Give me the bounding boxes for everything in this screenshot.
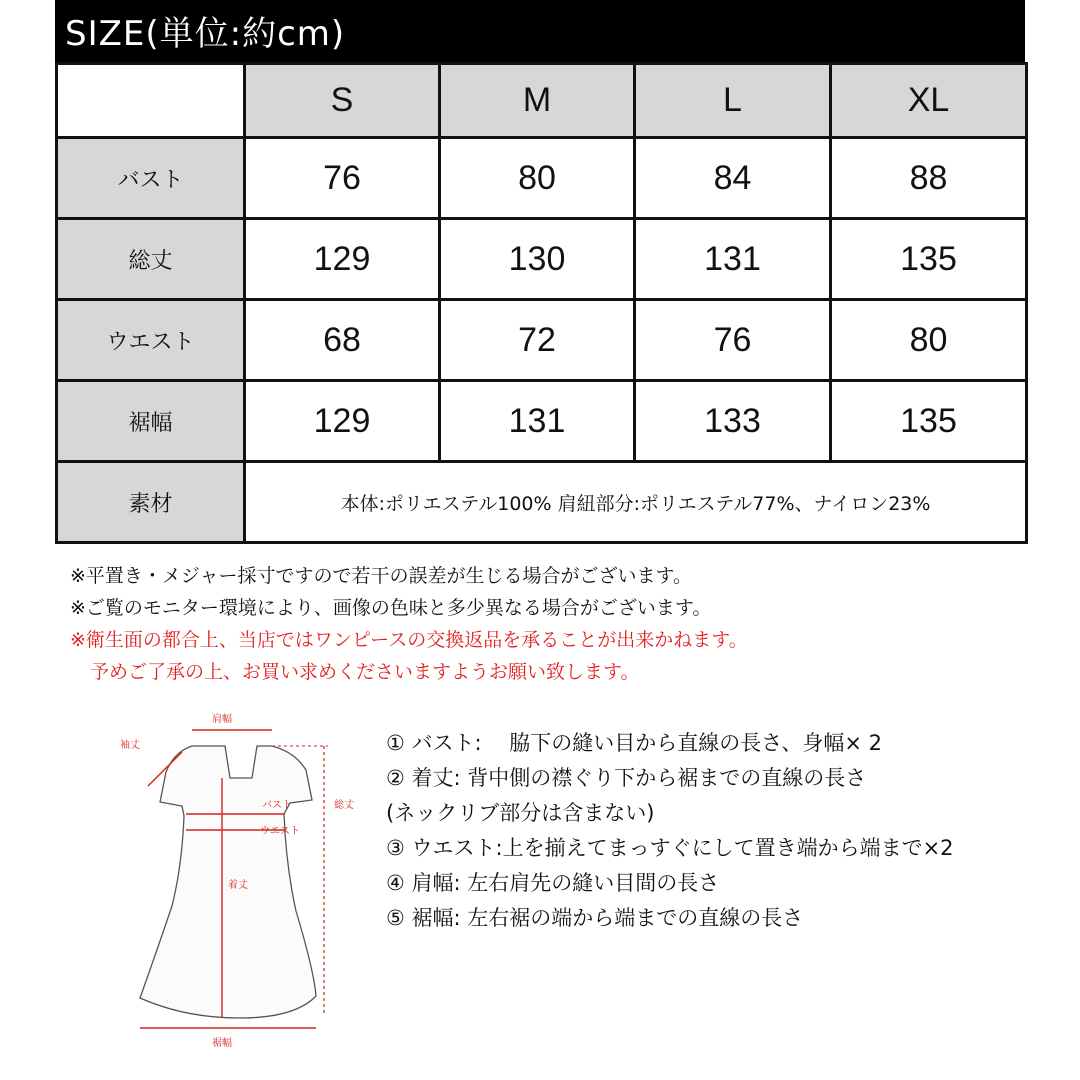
definition-bust: ① バスト: 脇下の縫い目から直線の長さ、身幅× 2 bbox=[386, 731, 883, 755]
sleeve-label: 袖丈 bbox=[120, 740, 140, 751]
table-row-waist bbox=[57, 300, 1027, 381]
row-label: バスト bbox=[57, 138, 245, 219]
size-header-xl: XL bbox=[831, 64, 1027, 138]
size-table bbox=[55, 62, 1028, 544]
table-cell: 76 bbox=[245, 138, 440, 219]
row-label: ウエスト bbox=[57, 300, 245, 381]
definition-length-note: (ネックリブ部分は含まない) bbox=[386, 801, 655, 825]
table-row-bust bbox=[57, 138, 1027, 219]
bust-label: バスト bbox=[262, 800, 292, 811]
table-row-total-length bbox=[57, 219, 1027, 300]
table-cell: 72 bbox=[440, 300, 635, 381]
table-cell: 88 bbox=[831, 138, 1027, 219]
table-cell: 130 bbox=[440, 219, 635, 300]
page-title: SIZE(単位:約cm) bbox=[65, 14, 346, 54]
row-label: 総丈 bbox=[57, 219, 245, 300]
waist-label: ウエスト bbox=[260, 826, 300, 837]
size-header-l: L bbox=[635, 64, 831, 138]
row-label: 裾幅 bbox=[57, 381, 245, 462]
hem-label: 裾幅 bbox=[212, 1038, 232, 1049]
note-monitor: ※ご覧のモニター環境により、画像の色味と多少異なる場合がございます。 bbox=[70, 597, 712, 619]
corner-cell bbox=[57, 64, 245, 138]
shoulder-label: 肩幅 bbox=[212, 714, 232, 725]
length-label: 着丈 bbox=[228, 880, 248, 891]
notes bbox=[70, 560, 1030, 688]
table-cell: 135 bbox=[831, 219, 1027, 300]
size-header-s: S bbox=[245, 64, 440, 138]
note-no-return: ※衛生面の都合上、当店ではワンピースの交換返品を承ることが出来かねます。 bbox=[70, 629, 748, 651]
row-label: 素材 bbox=[57, 462, 245, 543]
dress-diagram bbox=[100, 706, 380, 1056]
table-cell: 84 bbox=[635, 138, 831, 219]
size-header-row bbox=[57, 64, 1027, 138]
note-acknowledge: 予めご了承の上、お買い求めくださいますようお願い致します。 bbox=[90, 661, 640, 683]
definition-waist: ③ ウエスト:上を揃えてまっすぐにして置き端から端まで×2 bbox=[386, 836, 954, 860]
table-cell: 76 bbox=[635, 300, 831, 381]
table-cell: 131 bbox=[635, 219, 831, 300]
material-value: 本体:ポリエステル100% 肩紐部分:ポリエステル77%、ナイロン23% bbox=[245, 462, 1027, 543]
table-row-hem bbox=[57, 381, 1027, 462]
definition-shoulder: ④ 肩幅: 左右肩先の縫い目間の長さ bbox=[386, 871, 720, 895]
title-bar bbox=[55, 0, 1025, 62]
total-length-label: 総丈 bbox=[334, 800, 354, 811]
definition-hem: ⑤ 裾幅: 左右裾の端から端までの直線の長さ bbox=[386, 906, 804, 930]
note-measurement: ※平置き・メジャー採寸ですので若干の誤差が生じる場合がございます。 bbox=[70, 565, 693, 587]
size-header-m: M bbox=[440, 64, 635, 138]
measurement-definitions bbox=[386, 726, 1076, 936]
table-cell: 129 bbox=[245, 219, 440, 300]
table-cell: 131 bbox=[440, 381, 635, 462]
table-cell: 68 bbox=[245, 300, 440, 381]
definition-length: ② 着丈: 背中側の襟ぐり下から裾までの直線の長さ bbox=[386, 766, 867, 790]
table-cell: 80 bbox=[831, 300, 1027, 381]
table-cell: 129 bbox=[245, 381, 440, 462]
table-row-material bbox=[57, 462, 1027, 543]
table-cell: 80 bbox=[440, 138, 635, 219]
table-cell: 135 bbox=[831, 381, 1027, 462]
table-cell: 133 bbox=[635, 381, 831, 462]
